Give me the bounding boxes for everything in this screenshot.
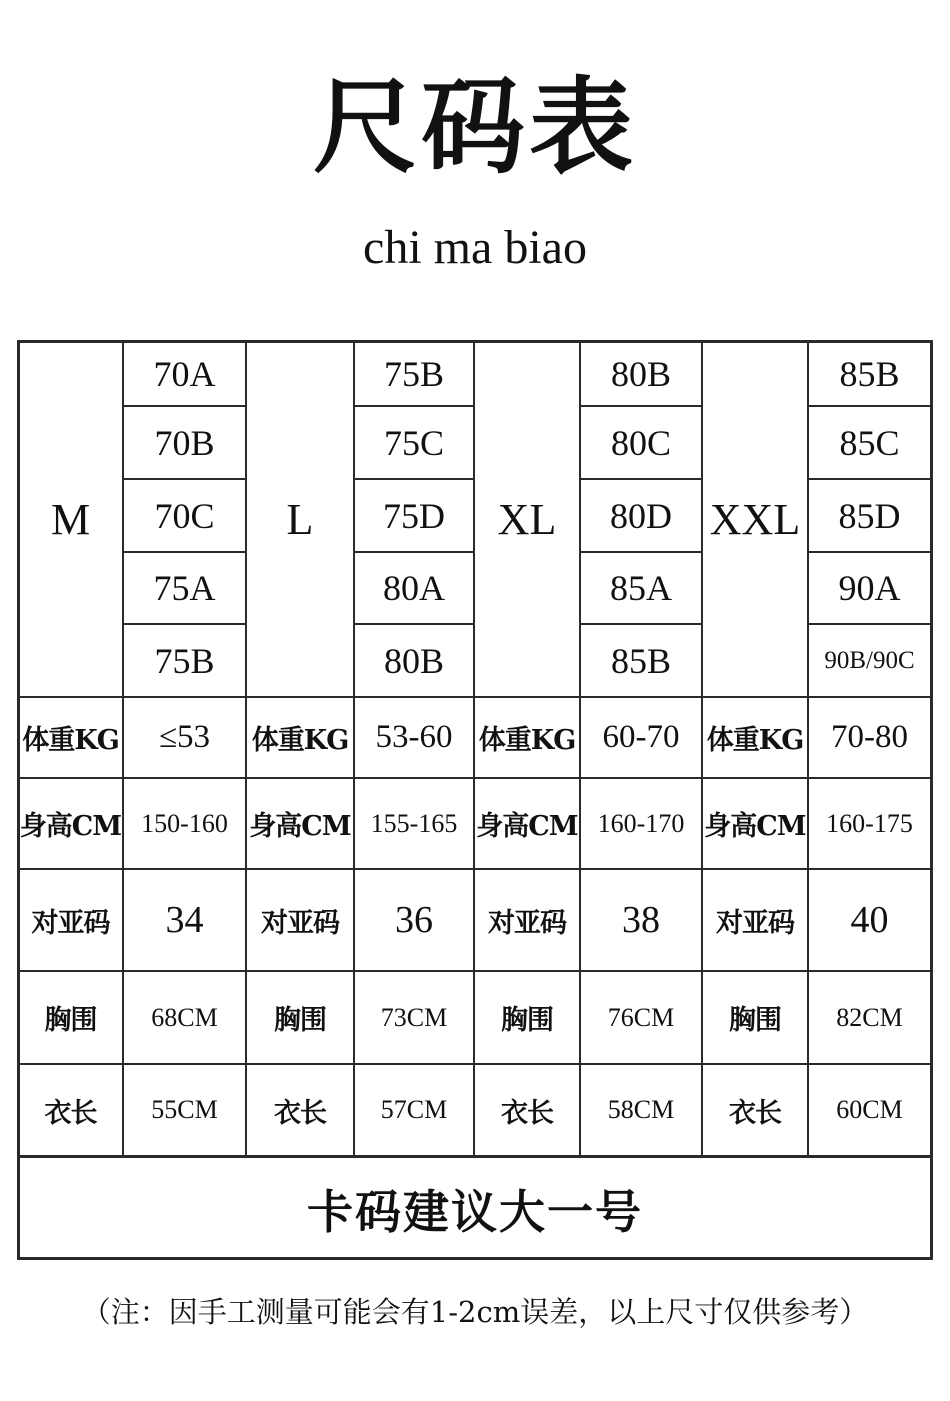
- length-value: 57CM: [380, 1095, 448, 1124]
- measurement-note: （注：因手工测量可能会有1-2cm误差，以上尺寸仅供参考）: [81, 1295, 869, 1329]
- asia-size-value: 36: [395, 899, 433, 941]
- asia-size-value: 34: [165, 899, 204, 941]
- cup-cell: 80A: [383, 568, 445, 608]
- height-label: 身高CM: [249, 811, 351, 842]
- asia-size-label: 对亚码: [488, 907, 566, 939]
- cup-cell: 75C: [383, 422, 444, 463]
- height-value: 155-165: [370, 808, 458, 838]
- cup-cell: 80B: [383, 640, 444, 681]
- length-label: 衣长: [44, 1097, 97, 1129]
- cup-cell: 85B: [610, 640, 671, 681]
- weight-value: 70-80: [831, 719, 908, 755]
- length-value: 55CM: [151, 1095, 218, 1124]
- size-label-xl: XL: [497, 495, 557, 544]
- asia-size-label: 对亚码: [261, 907, 339, 939]
- weight-label: 体重KG: [706, 725, 804, 756]
- height-value: 150-160: [141, 808, 228, 838]
- chest-label: 胸围: [274, 1005, 326, 1036]
- cup-cell: 70A: [153, 354, 216, 394]
- cup-cell: 80D: [610, 495, 672, 536]
- chest-label: 胸围: [44, 1005, 97, 1036]
- cup-cell: 90A: [838, 568, 901, 608]
- weight-label: 体重KG: [22, 725, 119, 756]
- height-value: 160-175: [826, 808, 913, 838]
- chest-value: 82CM: [836, 1002, 903, 1032]
- length-label: 衣长: [501, 1097, 553, 1129]
- asia-size-label: 对亚码: [31, 907, 110, 939]
- size-label-l: L: [286, 495, 314, 544]
- cup-cell: 85D: [838, 495, 901, 536]
- length-label: 衣长: [729, 1097, 781, 1129]
- length-value: 60CM: [836, 1095, 903, 1124]
- cup-cell: 85A: [610, 568, 672, 608]
- cup-cell: 90B/90C: [824, 646, 915, 674]
- cup-cell: 85C: [839, 422, 900, 463]
- asia-size-value: 40: [850, 899, 889, 941]
- chest-value: 76CM: [607, 1002, 675, 1032]
- cup-cell: 75B: [154, 640, 215, 681]
- page-subtitle: chi ma biao: [363, 221, 587, 274]
- size-label-m: M: [50, 495, 91, 544]
- chest-value: 68CM: [151, 1002, 218, 1032]
- size-advice-banner: 卡码建议大一号: [307, 1185, 643, 1239]
- row-divider: [17, 1155, 933, 1158]
- cup-cell: 80C: [610, 422, 671, 463]
- page-title: 尺码表: [312, 65, 637, 188]
- cup-cell: 75A: [153, 568, 216, 608]
- cup-cell: 80B: [610, 354, 671, 394]
- chest-label: 胸围: [729, 1005, 781, 1036]
- length-value: 58CM: [607, 1095, 675, 1124]
- weight-label: 体重KG: [478, 725, 576, 756]
- chest-value: 73CM: [380, 1002, 448, 1032]
- weight-label: 体重KG: [251, 725, 349, 756]
- weight-value: 60-70: [602, 719, 680, 755]
- height-label: 身高CM: [704, 811, 806, 842]
- height-label: 身高CM: [19, 811, 122, 842]
- cup-cell: 85B: [839, 354, 900, 394]
- weight-value: 53-60: [375, 719, 453, 755]
- height-value: 160-170: [597, 808, 685, 838]
- asia-size-value: 38: [622, 899, 660, 941]
- height-label: 身高CM: [476, 811, 578, 842]
- weight-value: ≤53: [158, 719, 211, 755]
- size-label-xxl: XXL: [709, 495, 801, 544]
- cup-cell: 75D: [383, 495, 445, 536]
- chest-label: 胸围: [501, 1005, 553, 1036]
- cup-cell: 75B: [383, 354, 444, 394]
- cup-cell: 70B: [154, 422, 215, 463]
- cup-cell: 70C: [154, 495, 215, 536]
- length-label: 衣长: [274, 1097, 326, 1129]
- asia-size-label: 对亚码: [716, 907, 794, 939]
